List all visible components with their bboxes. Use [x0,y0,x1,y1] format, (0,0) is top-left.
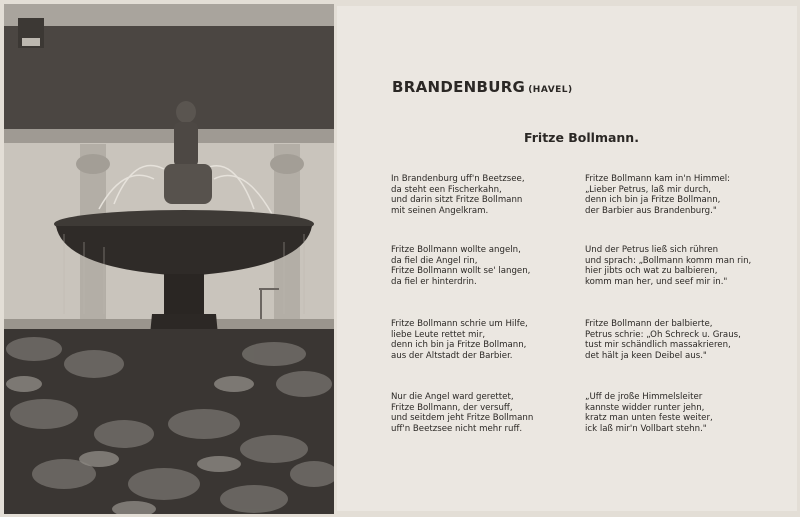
city-heading [392,78,573,96]
stanza-7: Fritze Bollmann der balbierte, Petrus schrie: „Oh Schreck u. Graus, tust mir schändlich massakrieren, det hält ja keen Deibel aus." [585,319,741,361]
stanza-6: Und der Petrus ließ sich rühren und sprach: „Bollmann komm man rin, hier jibts och wat zu balbieren, komm man her, und seef mir in." [585,245,752,287]
city-subtitle: (HAVEL) [528,85,573,95]
stanza-2: Fritze Bollmann wollte angeln, da fiel die Angel rin, Fritze Bollmann wollt se' langen, da fiel er hinterdrin. [391,245,531,287]
fountain-photo-image [4,4,334,514]
city-name: BRANDENBURG [392,78,526,96]
stanza-3: Fritze Bollmann schrie um Hilfe, liebe Leute rettet mir, denn ich bin ja Fritze Bollmann, aus der Altstadt der Barbier. [391,319,528,361]
stanza-1: In Brandenburg uff'n Beetzsee, da steht een Fischerkahn, und darin sitzt Fritze Bollmann mit seinen Angelkram. [391,174,525,216]
poem-title: Fritze Bollmann. [524,130,639,145]
fountain-photo [4,4,334,514]
stanza-8: „Uff de jroße Himmelsleiter kannste widder runter jehn, kratz man unten feste weiter, ick laß mir'n Vollbart stehn." [585,392,713,434]
poem-panel [337,6,797,511]
stanza-5: Fritze Bollmann kam in'n Himmel: „Lieber Petrus, laß mir durch, denn ich bin ja Fritze Bollmann, der Barbier aus Brandenburg." [585,174,731,216]
stanza-4: Nur die Angel ward gerettet, Fritze Bollmann, der versuff, und seitdem jeht Fritze Bollmann uff'n Beetzsee nicht mehr ruff. [391,392,534,434]
